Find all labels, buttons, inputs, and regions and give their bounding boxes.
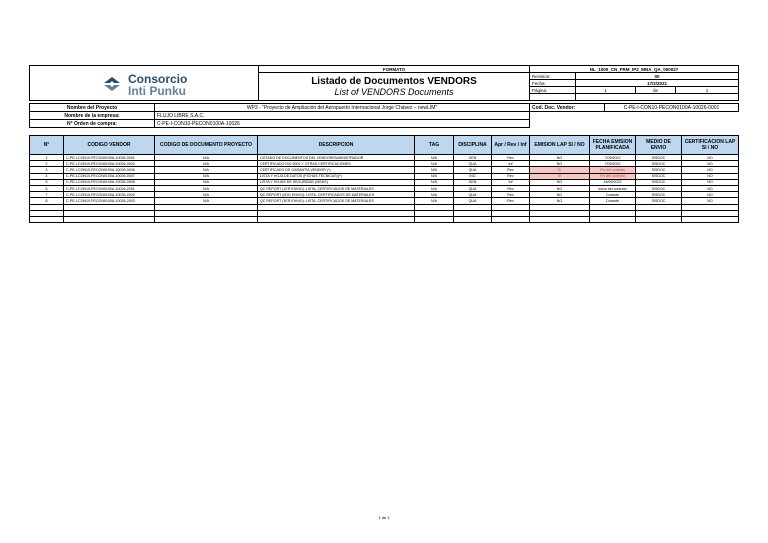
discipline: QUA (454, 167, 492, 173)
certificacion: NO (682, 167, 739, 173)
description: CERTIFICADO ISO 9001 Y OTRAS CERTIFICACIONES (258, 161, 415, 167)
document-header (29, 65, 739, 101)
empresa-label: Nombre de la empresa: (30, 112, 155, 120)
certificacion: NO (682, 185, 739, 191)
tag: N/A (415, 173, 454, 179)
project-code: N/A (155, 155, 258, 161)
project-code: N/A (155, 167, 258, 173)
row-number: 5 (30, 179, 64, 185)
apr-rev-inf: Rev (492, 155, 530, 161)
doc-title: Listado de Documentos VENDORS (311, 76, 477, 87)
col-header-descripcion: DESCRIPCION (258, 136, 415, 155)
apr-rev-inf: Rev (492, 167, 530, 173)
medio-envio: SISDOC (636, 173, 682, 179)
medio-envio: SISDOC (636, 192, 682, 198)
apr-rev-inf: Rev (492, 173, 530, 179)
certificacion: NO (682, 161, 739, 167)
project-code: N/A (155, 185, 258, 191)
title-cell (259, 73, 530, 101)
col-header-apr-rev-inf: Apr / Rev / Inf (492, 136, 530, 155)
project-code: N/A (155, 173, 258, 179)
emision-lap: NO (530, 155, 590, 161)
row-number: 3 (30, 167, 64, 173)
empty-row (30, 216, 739, 222)
project-code: N/A (155, 161, 258, 167)
orden-value: C-PE-I-CON10-PECON0100A-10026 (155, 120, 530, 128)
fecha-emision: Inicio del contrato (590, 185, 636, 191)
proyecto-label: Nombre del Proyecto (30, 104, 155, 112)
medio-envio: SISDOC (636, 198, 682, 204)
row-number: 8 (30, 198, 64, 204)
vendor-code: C-PE-I-CON10-PECON0100A-10026-0001 (64, 155, 155, 161)
row-number: 2 (30, 161, 64, 167)
fecha-emision: Durante (590, 192, 636, 198)
fecha-emision: Fin del contrato (590, 167, 636, 173)
page-footer: 1 de 1 (378, 515, 390, 520)
emision-lap: NO (530, 198, 590, 204)
medio-envio: SISDOC (636, 155, 682, 161)
vendor-code: C-PE-I-CON10-PECON0100A-10026-2002 (64, 192, 155, 198)
fecha-emision: 16/09/2022 (590, 179, 636, 185)
discipline: GEN (454, 179, 492, 185)
fecha-emision: Durante (590, 198, 636, 204)
project-code: N/A (155, 179, 258, 185)
pagina-num: 1 (576, 87, 636, 94)
medio-envio: SISDOC (636, 179, 682, 185)
emision-lap: NO (530, 192, 590, 198)
vendor-code: C-PE-I-CON10-PECON0100A-10026-0008 (64, 179, 155, 185)
discipline: GEN (454, 155, 492, 161)
certificacion: NO (682, 198, 739, 204)
emision-lap: NO (530, 185, 590, 191)
discipline: ING (454, 173, 492, 179)
empresa-value: FLUJO LIBRE S.A.C. (155, 112, 530, 120)
col-header-codigo-vendor: CODIGO VENDOR (64, 136, 155, 155)
revision-value: 00 (576, 73, 739, 80)
cod-vendor-value: C-PE-I-CON10-PECON0100A-10026-0001 (605, 104, 739, 112)
tag: N/A (415, 167, 454, 173)
row-number: 7 (30, 192, 64, 198)
description: LISTADO DE DOCUMENTOS DEL VENDOR/SUMINISTRADOR (258, 155, 415, 161)
cod-vendor-label: Cod. Doc. Vendor: (530, 104, 605, 112)
logo-line-1: Consorcio (128, 72, 188, 86)
description: LISTA Y HOJAS DE SEGURIDAD (MSDS) (258, 179, 415, 185)
vendor-code: C-PE-I-CON10-PECON0100A-10026-0002 (64, 161, 155, 167)
tag: N/A (415, 185, 454, 191)
col-header-medio-envio: MEDIO DE ENVIO (636, 136, 682, 155)
tag: N/A (415, 155, 454, 161)
certificacion: NO (682, 179, 739, 185)
col-header-codigo-proyecto: CODIGO DE DOCUMENTO PROYECTO (155, 136, 258, 155)
formato-label: FORMATO (259, 66, 530, 73)
doc-code: NL_1000_CN_FRM_IP2_MNA_QA_000027 (530, 66, 739, 73)
proyecto-value: WP3 - "Proyecto de Ampliación del Aeropuerto Internacional Jorge Chávez – newLIM" (155, 104, 530, 112)
discipline: QUA (454, 192, 492, 198)
col-header-certificacion: CERTIFICACION LAP SI / NO (682, 136, 739, 155)
fecha-emision: 7/09/2022 (590, 155, 636, 161)
discipline: QUA (454, 198, 492, 204)
description: QC REPORT (2DO ENVIO): LISTA, CERTIFICADOS DE MATERIALES (258, 192, 415, 198)
description: QC REPORT (3ER ENVIO): LISTA, CERTIFICADOS DE MATERIALES (258, 198, 415, 204)
emision-lap: NO (530, 179, 590, 185)
col-header-disciplina: DISCIPLINA (454, 136, 492, 155)
col-header-n: N° (30, 136, 64, 155)
vendor-code: C-PE-I-CON10-PECON0100A-10026-0006 (64, 167, 155, 173)
col-header-fecha-emision: FECHA EMISION PLANIFICADA (590, 136, 636, 155)
project-code: N/A (155, 192, 258, 198)
pagina-de: de (636, 87, 676, 94)
col-header-tag: TAG (415, 136, 454, 155)
orden-label: N° Orden de compra: (30, 120, 155, 128)
vendor-code: C-PE-I-CON10-PECON0100A-10026-0007 (64, 173, 155, 179)
emision-lap: SI (530, 167, 590, 173)
certificacion: NO (682, 173, 739, 179)
col-header-emision-lap: EMISION LAP SI / NO (530, 136, 590, 155)
apr-rev-inf: Rev (492, 185, 530, 191)
medio-envio: SISDOC (636, 167, 682, 173)
apr-rev-inf: Rev (492, 198, 530, 204)
fecha-emision: Fin del contrato (590, 173, 636, 179)
row-number: 6 (30, 185, 64, 191)
project-code: N/A (155, 198, 258, 204)
apr-rev-inf: Rev (492, 192, 530, 198)
description: QC REPORT (1ER ENVIO): LISTA, CERTIFICADOS DE MATERIALES (258, 185, 415, 191)
tag: N/A (415, 192, 454, 198)
pagina-total: 1 (676, 87, 739, 94)
discipline: QUA (454, 161, 492, 167)
vendor-documents-table (29, 135, 739, 223)
emision-lap: SI (530, 173, 590, 179)
logo-line-2: Inti Punku (128, 84, 186, 98)
discipline: QUA (454, 185, 492, 191)
fecha-label: Fecha: (530, 80, 576, 87)
vendor-code: C-PE-I-CON10-PECON0100A-10026-2003 (64, 198, 155, 204)
pagina-label: Página: (530, 87, 576, 94)
row-number: 4 (30, 173, 64, 179)
doc-subtitle: List of VENDORS Documents (334, 87, 454, 97)
fecha-emision: 7/09/2022 (590, 161, 636, 167)
tag: N/A (415, 179, 454, 185)
company-logo (32, 66, 256, 100)
tag: N/A (415, 198, 454, 204)
project-info (29, 103, 739, 128)
emision-lap: NO (530, 161, 590, 167)
revision-label: Revisión: (530, 73, 576, 80)
consorcio-logo-icon (102, 73, 122, 93)
logo-cell (30, 66, 259, 101)
certificacion: NO (682, 155, 739, 161)
table-header-row (30, 136, 739, 155)
tag: N/A (415, 161, 454, 167)
fecha-value: 17/2/2021 (576, 80, 739, 87)
vendor-code: C-PE-I-CON10-PECON0100A-10026-2001 (64, 185, 155, 191)
description: CERTIFICADO DE GARANTIA VENDOR (*) (258, 167, 415, 173)
certificacion: NO (682, 192, 739, 198)
description: LISTA Y HOJA DE DATOS (FICHAS TECNICAS)(*) (258, 173, 415, 179)
row-number: 1 (30, 155, 64, 161)
apr-rev-inf: Inf (492, 161, 530, 167)
apr-rev-inf: Inf (492, 179, 530, 185)
medio-envio: SISDOC (636, 185, 682, 191)
medio-envio: SISDOC (636, 161, 682, 167)
